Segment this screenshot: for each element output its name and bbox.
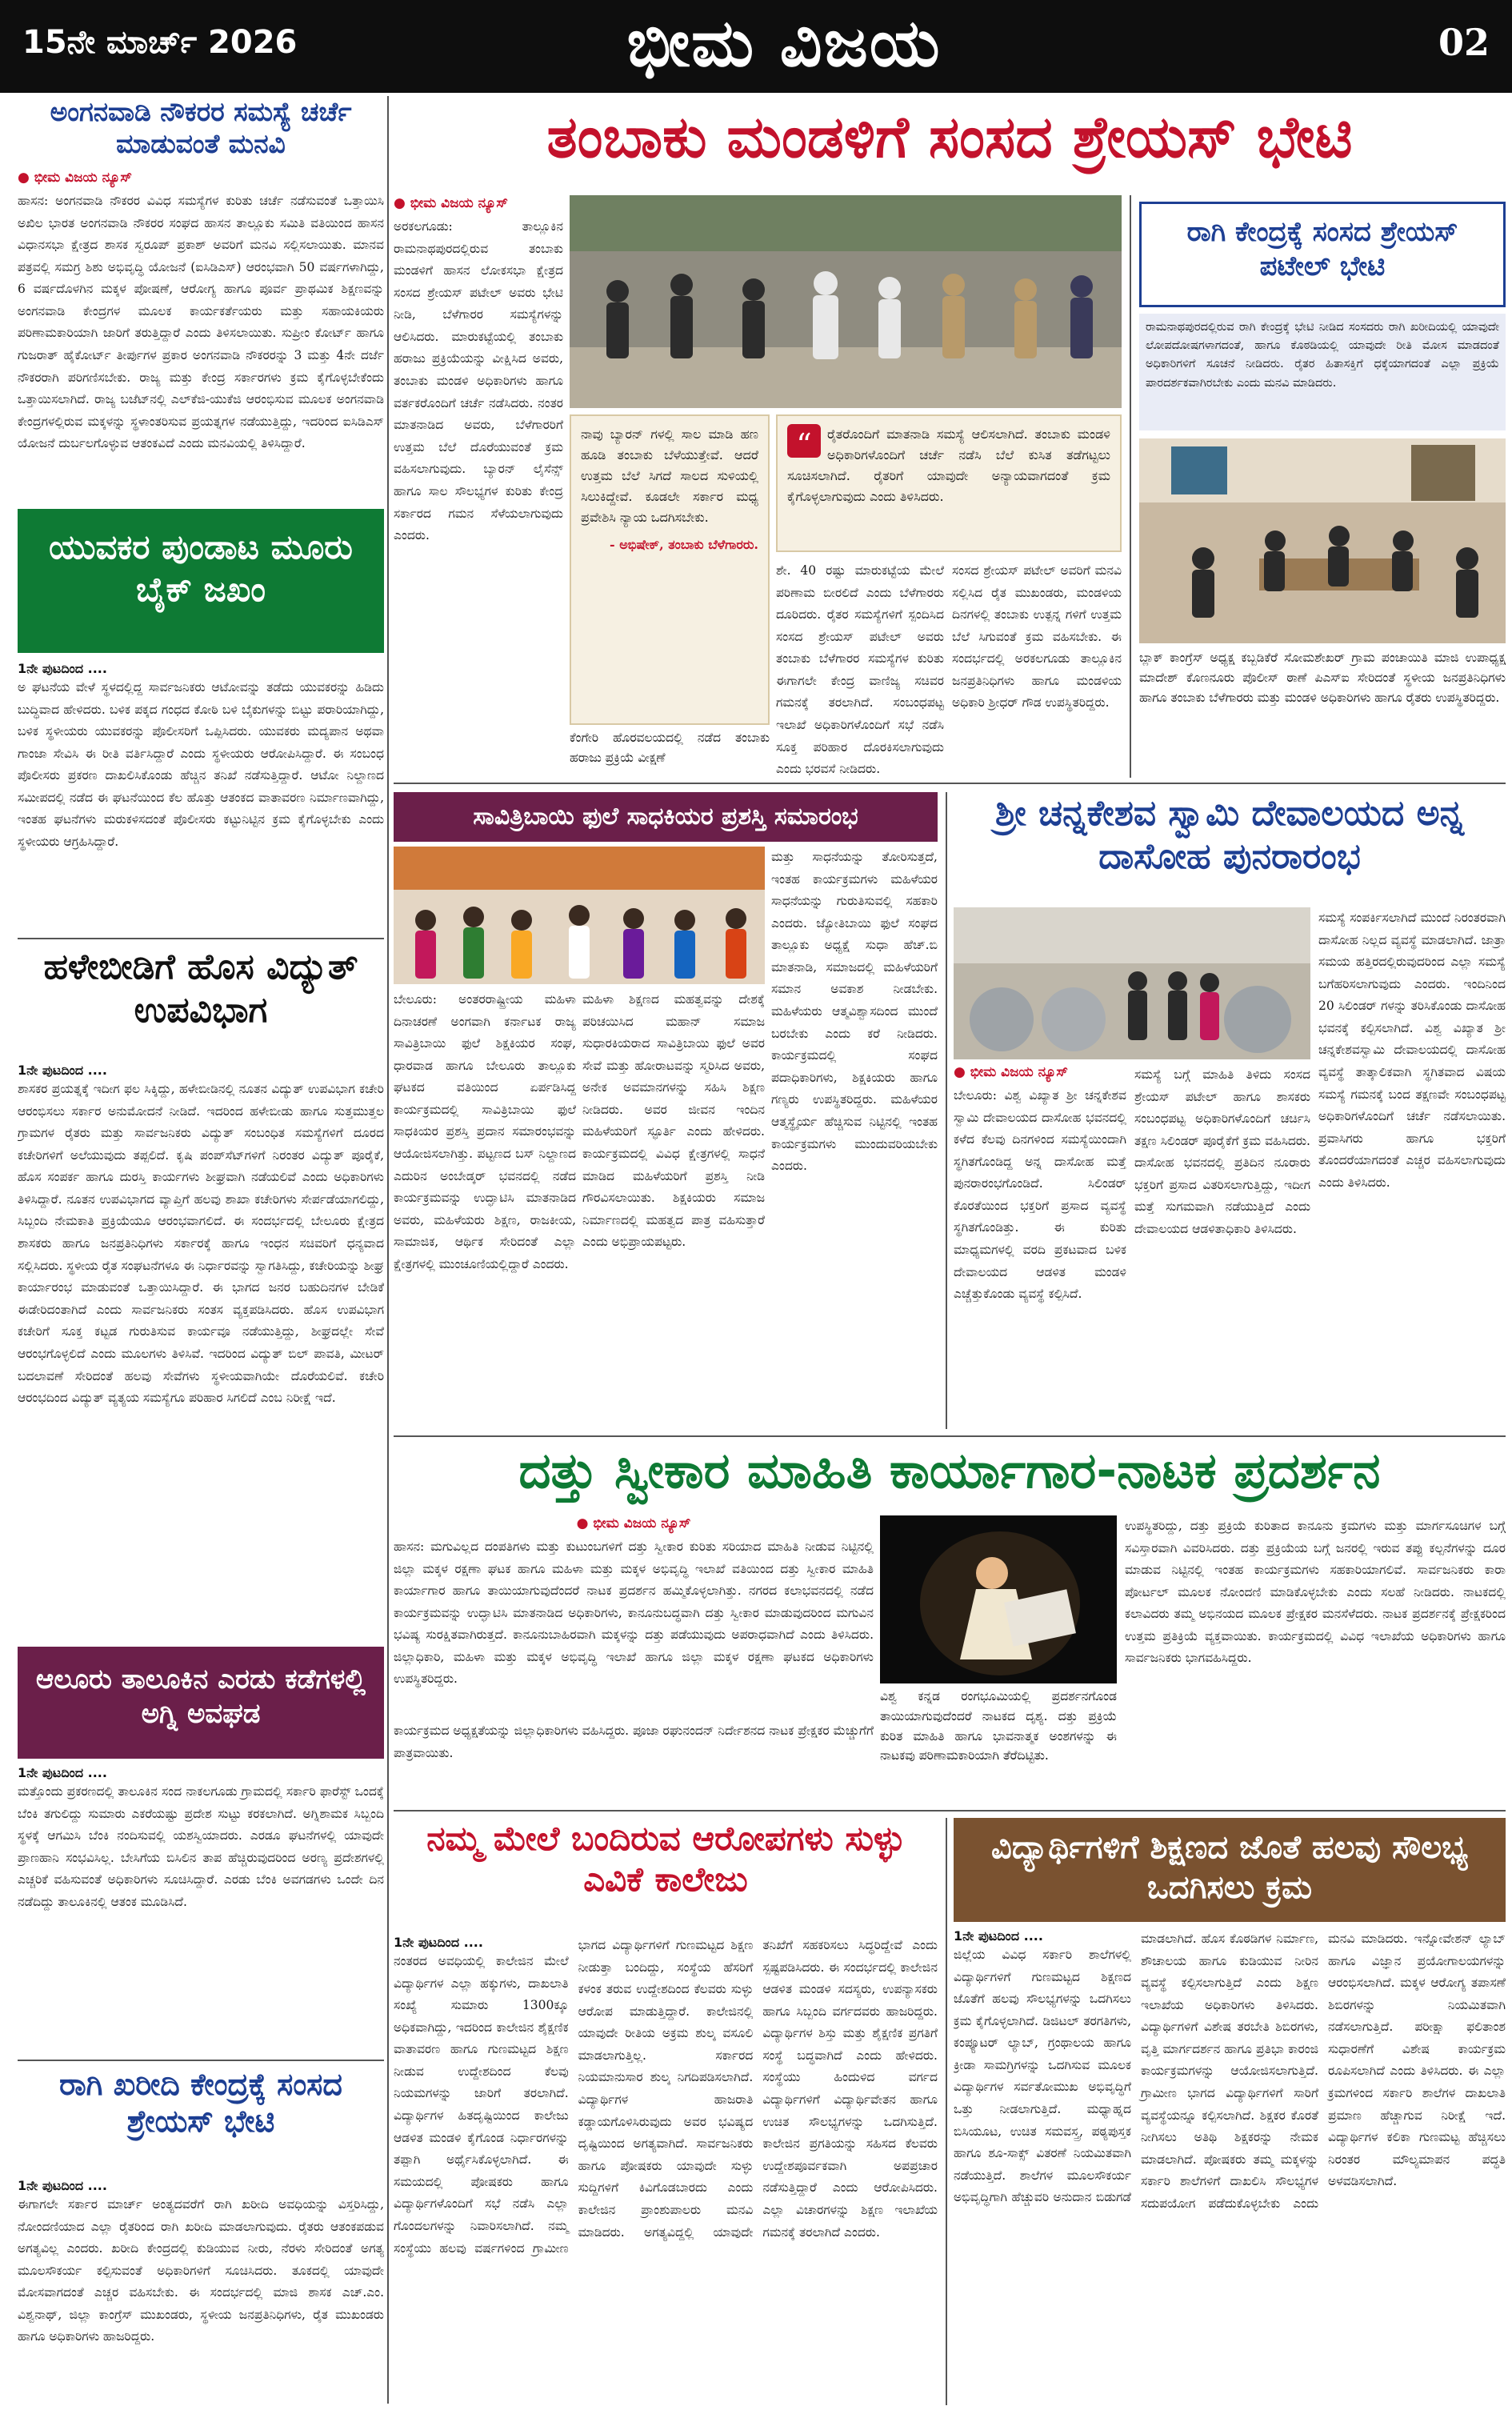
- college-story: 1ನೇ ಪುಟದಿಂದ .... ನಂತರದ ಅವಧಿಯಲ್ಲಿ ಕಾಲೇಜಿನ ಮೇಲೆ ವಿದ್ಯಾರ್ಥಿಗಳ ಎಲ್ಲಾ ಹಕ್ಕುಗಳು, ದಾಖಲಾತಿ ಸಂಖ್ಯೆ ಸುಮಾರು 1300ಕ್ಕೂ ಅಧಿಕವಾಗಿದ್ದು, ಇದರಿಂದ ಕಾಲೇಜಿನ ಶೈಕ್ಷಣಿಕ ವಾತಾವರಣ ಹಾಗೂ ಗುಣಮಟ್ಟದ ಶಿಕ್ಷಣ ನೀಡುವ ಉದ್ದೇಶದಿಂದ ಕೆಲವು ನಿಯಮಗಳನ್ನು ಜಾರಿಗೆ ತರಲಾಗಿದೆ. ವಿದ್ಯಾರ್ಥಿಗಳ ಹಿತದೃಷ್ಟಿಯಿಂದ ಕಾಲೇಜು ಆಡಳಿತ ಮಂಡಳಿ ಕೈಗೊಂಡ ನಿರ್ಧಾರಗಳನ್ನು ತಪ್ಪಾಗಿ ಅರ್ಥೈಸಿಕೊಳ್ಳಲಾಗಿದೆ. ಈ ಸಮಯದಲ್ಲಿ ಪೋಷಕರು ಹಾಗೂ ವಿದ್ಯಾರ್ಥಿಗಳೊಂದಿಗೆ ಸಭೆ ನಡೆಸಿ ಎಲ್ಲಾ ಗೊಂದಲಗಳನ್ನು ನಿವಾರಿಸಲಾಗಿದೆ. ನಮ್ಮ ಸಂಸ್ಥೆಯು ಹಲವು ವರ್ಷಗಳಿಂದ ಗ್ರಾಮೀಣ ಭಾಗದ ವಿದ್ಯಾರ್ಥಿಗಳಿಗೆ ಗುಣಮಟ್ಟದ ಶಿಕ್ಷಣ ನೀಡುತ್ತಾ ಬಂದಿದ್ದು, ಸಂಸ್ಥೆಯ ಹೆಸರಿಗೆ ಕಳಂಕ ತರುವ ಉದ್ದೇಶದಿಂದ ಕೆಲವರು ಸುಳ್ಳು ಆರೋಪ ಮಾಡುತ್ತಿದ್ದಾರೆ. ಕಾಲೇಜಿನಲ್ಲಿ ಯಾವುದೇ ರೀತಿಯ ಅಕ್ರಮ ಶುಲ್ಕ ವಸೂಲಿ ಮಾಡಲಾಗುತ್ತಿಲ್ಲ. ಸರ್ಕಾರದ ನಿಯಮಾನುಸಾರ ಶುಲ್ಕ ನಿಗದಿಪಡಿಸಲಾಗಿದೆ. ವಿದ್ಯಾರ್ಥಿಗಳ ಹಾಜರಾತಿ ಕಡ್ಡಾಯಗೊಳಿಸಿರುವುದು ಅವರ ಭವಿಷ್ಯದ ದೃಷ್ಟಿಯಿಂದ ಅಗತ್ಯವಾಗಿದೆ. ಸಾರ್ವಜನಿಕರು ಹಾಗೂ ಪೋಷಕರು ಯಾವುದೇ ಸುಳ್ಳು ಸುದ್ದಿಗಳಿಗೆ ಕಿವಿಗೊಡಬಾರದು ಎಂದು ಕಾಲೇಜಿನ ಪ್ರಾಂಶುಪಾಲರು ಮನವಿ ಮಾಡಿದರು. ಅಗತ್ಯವಿದ್ದಲ್ಲಿ ಯಾವುದೇ ತನಿಖೆಗೆ ಸಹಕರಿಸಲು ಸಿದ್ಧರಿದ್ದೇವೆ ಎಂದು ಸ್ಪಷ್ಟಪಡಿಸಿದರು. ಈ ಸಂದರ್ಭದಲ್ಲಿ ಕಾಲೇಜಿನ ಆಡಳಿತ ಮಂಡಳಿ ಸದಸ್ಯರು, ಉಪನ್ಯಾಸಕರು ಹಾಗೂ ಸಿಬ್ಬಂದಿ ವರ್ಗದವರು ಹಾಜರಿದ್ದರು. ವಿದ್ಯಾರ್ಥಿಗಳ ಶಿಸ್ತು ಮತ್ತು ಶೈಕ್ಷಣಿಕ ಪ್ರಗತಿಗೆ ಸಂಸ್ಥೆ ಬದ್ಧವಾಗಿದೆ ಎಂದು ಹೇಳಿದರು. ಸಂಸ್ಥೆಯು ಹಿಂದುಳಿದ ವರ್ಗದ ವಿದ್ಯಾರ್ಥಿಗಳಿಗೆ ವಿದ್ಯಾರ್ಥಿವೇತನ ಹಾಗೂ ಉಚಿತ ಸೌಲಭ್ಯಗಳನ್ನು ಒದಗಿಸುತ್ತಿದೆ. ಕಾಲೇಜಿನ ಪ್ರಗತಿಯನ್ನು ಸಹಿಸದ ಕೆಲವರು ಉದ್ದೇಶಪೂರ್ವಕವಾಗಿ ಅಪಪ್ರಚಾರ ನಡೆಸುತ್ತಿದ್ದಾರೆ ಎಂದು ಆರೋಪಿಸಿದರು. ಎಲ್ಲಾ ವಿಚಾರಗಳನ್ನು ಶಿಕ್ಷಣ ಇಲಾಖೆಯ ಗಮನಕ್ಕೆ ತರಲಾಗಿದೆ ಎಂದರು.: [394, 1935, 938, 2405]
- article-body: ಉಪಸ್ಥಿತರಿದ್ದು, ದತ್ತು ಪ್ರಕ್ರಿಯೆ ಕುರಿತಾದ ಕಾನೂನು ಕ್ರಮಗಳು ಮತ್ತು ಮಾರ್ಗಸೂಚಿಗಳ ಬಗ್ಗೆ ಸವಿಸ್ತಾರವಾಗಿ ವಿವರಿಸಿದರು. ದತ್ತು ಪ್ರಕ್ರಿಯೆಯ ಬಗ್ಗೆ ಜನರಲ್ಲಿ ಇರುವ ತಪ್ಪು ಕಲ್ಪನೆಗಳನ್ನು ದೂರ ಮಾಡುವ ನಿಟ್ಟಿನಲ್ಲಿ ಇಂತಹ ಕಾರ್ಯಕ್ರಮಗಳು ಸಹಕಾರಿಯಾಗಲಿವೆ. ಸಾರ್ವಜನಿಕರು ಕಾರಾ ಪೋರ್ಟಲ್ ಮೂಲಕ ನೋಂದಣಿ ಮಾಡಿಕೊಳ್ಳಬೇಕು ಎಂದು ಸಲಹೆ ನೀಡಿದರು. ನಾಟಕದಲ್ಲಿ ಕಲಾವಿದರು ತಮ್ಮ ಅಭಿನಯದ ಮೂಲಕ ಪ್ರೇಕ್ಷಕರ ಮನಸೆಳೆದರು. ನಾಟಕ ಪ್ರದರ್ಶನಕ್ಕೆ ಪ್ರೇಕ್ಷಕರಿಂದ ಉತ್ತಮ ಪ್ರತಿಕ್ರಿಯೆ ವ್ಯಕ್ತವಾಯಿತು. ಕಾರ್ಯಕ್ರಮದಲ್ಲಿ ವಿವಿಧ ಇಲಾಖೆಯ ಅಧಿಕಾರಿಗಳು ಹಾಗೂ ಸಾರ್ವಜನಿಕರು ಭಾಗವಹಿಸಿದ್ದರು.: [1125, 1519, 1506, 1666]
- article-body: ಶೇ. 40 ರಷ್ಟು ಮಾರುಕಟ್ಟೆಯ ಮೇಲೆ ಪರಿಣಾಮ ಬೀರಲಿದೆ ಎಂದು ಬೆಳೆಗಾರರು ದೂರಿದರು. ರೈತರ ಸಮಸ್ಯೆಗಳಿಗೆ ಸ್ಪಂದಿಸಿದ ಸಂಸದ ಶ್ರೇಯಸ್ ಪಟೇಲ್ ಅವರು ತಂಬಾಕು ಬೆಳೆಗಾರರ ಸಮಸ್ಯೆಗಳ ಕುರಿತು ಈಗಾಗಲೇ ಕೇಂದ್ರ ವಾಣಿಜ್ಯ ಸಚಿವರ ಗಮನಕ್ಕೆ ತರಲಾಗಿದೆ. ಸಂಬಂಧಪಟ್ಟ ಇಲಾಖೆ ಅಧಿಕಾರಿಗಳೊಂದಿಗೆ ಸಭೆ ನಡೆಸಿ ಸೂಕ್ತ ಪರಿಹಾರ ದೊರಕಿಸಲಾಗುವುದು ಎಂದು ಭರವಸೆ ನೀಡಿದರು.: [776, 563, 944, 777]
- anganwadi-story: [18, 170, 384, 506]
- article-body: ಅ ಘಟನೆಯ ವೇಳೆ ಸ್ಥಳದಲ್ಲಿದ್ದ ಸಾರ್ವಜನಿಕರು ಆಟೋವನ್ನು ತಡೆದು ಯುವಕರನ್ನು ಹಿಡಿದು ಬುದ್ಧಿವಾದ ಹೇಳಿದರು. ಬಳಿಕ ಪಕ್ಕದ ಗಂಧದ ಕೋಠಿ ಬಳಿ ಬೈಕುಗಳನ್ನು ಬಿಟ್ಟು ಪರಾರಿಯಾಗಿದ್ದು, ಬಳಿಕ ಸ್ಥಳೀಯರು ಯುವಕರನ್ನು ಪೊಲೀಸರಿಗೆ ಒಪ್ಪಿಸಿದರು. ಯುವಕರು ಮದ್ಯಪಾನ ಅಥವಾ ಗಾಂಜಾ ಸೇವಿಸಿ ಈ ರೀತಿ ವರ್ತಿಸಿದ್ದಾರೆ ಎಂದು ಸ್ಥಳೀಯರು ಆರೋಪಿಸಿದ್ದಾರೆ. ಈ ಸಂಬಂಧ ಪೊಲೀಸರು ಪ್ರಕರಣ ದಾಖಲಿಸಿಕೊಂಡು ಹೆಚ್ಚಿನ ತನಿಖೆ ನಡೆಸುತ್ತಿದ್ದಾರೆ. ಆಟೋ ನಿಲ್ದಾಣದ ಸಮೀಪದಲ್ಲಿ ನಡೆದ ಈ ಘಟನೆಯಿಂದ ಕೆಲ ಹೊತ್ತು ಆತಂಕದ ವಾತಾವರಣ ನಿರ್ಮಾಣವಾಗಿದ್ದು, ಇಂತಹ ಘಟನೆಗಳು ಮರುಕಳಿಸದಂತೆ ಪೊಲೀಸರು ಕಟ್ಟುನಿಟ್ಟಿನ ಕ್ರಮ ಕೈಗೊಳ್ಳಬೇಕು ಎಂದು ಸ್ಥಳೀಯರು ಆಗ್ರಹಿಸಿದ್ದಾರೆ.: [18, 680, 384, 850]
- college-headline: ನಮ್ಮ ಮೇಲೆ ಬಂದಿರುವ ಆರೋಪಗಳು ಸುಳ್ಳು ಎವಿಕೆ ಕಾಲೇಜು: [426, 1819, 905, 1900]
- savitribai-photo: [394, 847, 765, 984]
- dattu-headline: ದತ್ತು ಸ್ವೀಕಾರ ಮಾಹಿತಿ ಕಾರ್ಯಾಗಾರ-ನಾಟಕ ಪ್ರದರ್ಶನ: [518, 1441, 1381, 1499]
- article-body: ರಾಮನಾಥಪುರದಲ್ಲಿರುವ ರಾಗಿ ಕೇಂದ್ರಕ್ಕೆ ಭೇಟಿ ನೀಡಿದ ಸಂಸದರು ರಾಗಿ ಖರೀದಿಯಲ್ಲಿ ಯಾವುದೇ ಲೋಪದೋಷಗಳಾಗದಂತೆ, ಹಾಗೂ ಕೊಠಡಿಯಲ್ಲಿ ಯಾವುದೇ ರೀತಿ ಮೋಸ ಮಾಡದಂತೆ ಅಧಿಕಾರಿಗಳಿಗೆ ಸೂಚನೆ ನೀಡಿದರು. ರೈತರ ಹಿತಾಸಕ್ತಿಗೆ ಧಕ್ಕೆಯಾಗದಂತೆ ಎಲ್ಲಾ ಪ್ರಕ್ರಿಯೆ ಪಾರದರ್ಶಕವಾಗಿರಬೇಕು ಎಂದು ಮನವಿ ಮಾಡಿದರು.: [1146, 321, 1499, 390]
- ragi-right-caption: ಬ್ಲಾಕ್ ಕಾಂಗ್ರೆಸ್ ಅಧ್ಯಕ್ಷ ಕಬ್ಬಡಿಕೆರೆ ಸೋಮಶೇಖರ್ ಗ್ರಾಮ ಪಂಚಾಯಿತಿ ಮಾಜಿ ಉಪಾಧ್ಯಕ್ಷ ಮಾದೇಶ್ ಕೊಣನೂರು ಪೊಲೀಸ್ ಠಾಣೆ ಪಿಎಸ್‌ಐ ಸೇರಿದಂತೆ ಸ್ಥಳೀಯ ಜನಪ್ರತಿನಿಧಿಗಳು ಹಾಗೂ ತಂಬಾಕು ಬೆಳೆಗಾರರು ಮತ್ತು ಮಂಡಳಿ ಅಧಿಕಾರಿಗಳು ಹಾಗೂ ರೈತರು ಉಪಸ್ಥಿತರಿದ್ದರು.: [1139, 651, 1506, 705]
- article-body: ಮಹಿಳಾ ಶಿಕ್ಷಣದ ಮಹತ್ವವನ್ನು ದೇಶಕ್ಕೆ ಪರಿಚಯಿಸಿದ ಮಹಾನ್ ಸಮಾಜ ಸುಧಾರಕಿಯರಾದ ಸಾವಿತ್ರಿಬಾಯಿ ಫುಲೆ ಅವರ ಸೇವೆ ಮತ್ತು ಹೋರಾಟವನ್ನು ಸ್ಮರಿಸಿದ ಅವರು, ಅನೇಕ ಅವಮಾನಗಳನ್ನು ಸಹಿಸಿ ಶಿಕ್ಷಣ ನೀಡಿದರು. ಅವರ ಜೀವನ ಇಂದಿನ ಮಹಿಳೆಯರಿಗೆ ಸ್ಫೂರ್ತಿ ಎಂದು ಹೇಳಿದರು. ಕಾರ್ಯಕ್ರಮದಲ್ಲಿ ವಿವಿಧ ಕ್ಷೇತ್ರಗಳಲ್ಲಿ ಸಾಧನೆ ಮಾಡಿದ ಮಹಿಳೆಯರಿಗೆ ಪ್ರಶಸ್ತಿ ನೀಡಿ ಗೌರವಿಸಲಾಯಿತು. ಶಿಕ್ಷಕಿಯರು ಸಮಾಜ ನಿರ್ಮಾಣದಲ್ಲಿ ಮಹತ್ವದ ಪಾತ್ರ ವಹಿಸುತ್ತಾರೆ ಎಂದು ಅಭಿಪ್ರಾಯಪಟ್ಟರು.: [582, 992, 765, 1250]
- vidyarthi-story: 1ನೇ ಪುಟದಿಂದ .... ಜಿಲ್ಲೆಯ ವಿವಿಧ ಸರ್ಕಾರಿ ಶಾಲೆಗಳಲ್ಲಿ ವಿದ್ಯಾರ್ಥಿಗಳಿಗೆ ಗುಣಮಟ್ಟದ ಶಿಕ್ಷಣದ ಜೊತೆಗೆ ಹಲವು ಸೌಲಭ್ಯಗಳನ್ನು ಒದಗಿಸಲು ಕ್ರಮ ಕೈಗೊಳ್ಳಲಾಗಿದೆ. ಡಿಜಿಟಲ್ ತರಗತಿಗಳು, ಕಂಪ್ಯೂಟರ್ ಲ್ಯಾಬ್, ಗ್ರಂಥಾಲಯ ಹಾಗೂ ಕ್ರೀಡಾ ಸಾಮಗ್ರಿಗಳನ್ನು ಒದಗಿಸುವ ಮೂಲಕ ವಿದ್ಯಾರ್ಥಿಗಳ ಸರ್ವತೋಮುಖ ಅಭಿವೃದ್ಧಿಗೆ ಒತ್ತು ನೀಡಲಾಗುತ್ತಿದೆ. ಮಧ್ಯಾಹ್ನದ ಬಿಸಿಯೂಟ, ಉಚಿತ ಸಮವಸ್ತ್ರ, ಪಠ್ಯಪುಸ್ತಕ ಹಾಗೂ ಶೂ-ಸಾಕ್ಸ್ ವಿತರಣೆ ನಿಯಮಿತವಾಗಿ ನಡೆಯುತ್ತಿದೆ. ಶಾಲೆಗಳ ಮೂಲಸೌಕರ್ಯ ಅಭಿವೃದ್ಧಿಗಾಗಿ ಹೆಚ್ಚುವರಿ ಅನುದಾನ ಬಿಡುಗಡೆ ಮಾಡಲಾಗಿದೆ. ಹೊಸ ಕೊಠಡಿಗಳ ನಿರ್ಮಾಣ, ಶೌಚಾಲಯ ಹಾಗೂ ಕುಡಿಯುವ ನೀರಿನ ವ್ಯವಸ್ಥೆ ಕಲ್ಪಿಸಲಾಗುತ್ತಿದೆ ಎಂದು ಶಿಕ್ಷಣ ಇಲಾಖೆಯ ಅಧಿಕಾರಿಗಳು ತಿಳಿಸಿದರು. ವಿದ್ಯಾರ್ಥಿಗಳಿಗೆ ವಿಶೇಷ ತರಬೇತಿ ಶಿಬಿರಗಳು, ವೃತ್ತಿ ಮಾರ್ಗದರ್ಶನ ಹಾಗೂ ಪ್ರತಿಭಾ ಕಾರಂಜಿ ಕಾರ್ಯಕ್ರಮಗಳನ್ನು ಆಯೋಜಿಸಲಾಗುತ್ತಿದೆ. ಗ್ರಾಮೀಣ ಭಾಗದ ವಿದ್ಯಾರ್ಥಿಗಳಿಗೆ ಸಾರಿಗೆ ವ್ಯವಸ್ಥೆಯನ್ನೂ ಕಲ್ಪಿಸಲಾಗಿದೆ. ಶಿಕ್ಷಕರ ಕೊರತೆ ನೀಗಿಸಲು ಅತಿಥಿ ಶಿಕ್ಷಕರನ್ನು ನೇಮಕ ಮಾಡಲಾಗಿದೆ. ಪೋಷಕರು ತಮ್ಮ ಮಕ್ಕಳನ್ನು ಸರ್ಕಾರಿ ಶಾಲೆಗಳಿಗೆ ದಾಖಲಿಸಿ ಸೌಲಭ್ಯಗಳ ಸದುಪಯೋಗ ಪಡೆದುಕೊಳ್ಳಬೇಕು ಎಂದು ಮನವಿ ಮಾಡಿದರು. ಇನ್ನೋವೇಶನ್ ಲ್ಯಾಬ್ ಹಾಗೂ ವಿಜ್ಞಾನ ಪ್ರಯೋಗಾಲಯಗಳನ್ನು ಆರಂಭಿಸಲಾಗಿದೆ. ಮಕ್ಕಳ ಆರೋಗ್ಯ ತಪಾಸಣೆ ಶಿಬಿರಗಳನ್ನು ನಿಯಮಿತವಾಗಿ ನಡೆಸಲಾಗುತ್ತಿದೆ. ಪರೀಕ್ಷಾ ಫಲಿತಾಂಶ ಸುಧಾರಣೆಗೆ ವಿಶೇಷ ಕಾರ್ಯಕ್ರಮ ರೂಪಿಸಲಾಗಿದೆ ಎಂದು ತಿಳಿಸಿದರು. ಈ ಎಲ್ಲಾ ಕ್ರಮಗಳಿಂದ ಸರ್ಕಾರಿ ಶಾಲೆಗಳ ದಾಖಲಾತಿ ಪ್ರಮಾಣ ಹೆಚ್ಚಾಗುವ ನಿರೀಕ್ಷೆ ಇದೆ. ವಿದ್ಯಾರ್ಥಿಗಳ ಕಲಿಕಾ ಗುಣಮಟ್ಟ ಹೆಚ್ಚಿಸಲು ನಿರಂತರ ಮೌಲ್ಯಮಾಪನ ಪದ್ಧತಿ ಅಳವಡಿಸಲಾಗಿದೆ.: [954, 1928, 1506, 2405]
- halebidu-story: 1ನೇ ಪುಟದಿಂದ .... ಶಾಸಕರ ಪ್ರಯತ್ನಕ್ಕೆ ಇದೀಗ ಫಲ ಸಿಕ್ಕಿದ್ದು, ಹಳೇಬೀಡಿನಲ್ಲಿ ನೂತನ ವಿದ್ಯುತ್ ಉಪವಿಭಾಗ ಕಚೇರಿ ಆರಂಭಿಸಲು ಸರ್ಕಾರ ಅನುಮೋದನೆ ನೀಡಿದೆ. ಇದರಿಂದ ಹಳೇಬೀಡು ಹಾಗೂ ಸುತ್ತಮುತ್ತಲ ಗ್ರಾಮಗಳ ರೈತರು ಮತ್ತು ಸಾರ್ವಜನಿಕರು ವಿದ್ಯುತ್ ಸಂಬಂಧಿತ ಸಮಸ್ಯೆಗಳಿಗೆ ದೂರದ ಕಚೇರಿಗಳಿಗೆ ಅಲೆಯುವುದು ತಪ್ಪಲಿದೆ. ಕೃಷಿ ಪಂಪ್‌ಸೆಟ್‌ಗಳಿಗೆ ನಿರಂತರ ವಿದ್ಯುತ್ ಪೂರೈಕೆ, ಹೊಸ ಸಂಪರ್ಕ ಹಾಗೂ ದುರಸ್ತಿ ಕಾರ್ಯಗಳು ಶೀಘ್ರವಾಗಿ ನಡೆಯಲಿವೆ ಎಂದು ಅಧಿಕಾರಿಗಳು ತಿಳಿಸಿದ್ದಾರೆ. ನೂತನ ಉಪವಿಭಾಗದ ವ್ಯಾಪ್ತಿಗೆ ಹಲವು ಶಾಖಾ ಕಚೇರಿಗಳು ಸೇರ್ಪಡೆಯಾಗಲಿದ್ದು, ಸಿಬ್ಬಂದಿ ನೇಮಕಾತಿ ಪ್ರಕ್ರಿಯೆಯೂ ಆರಂಭವಾಗಲಿದೆ. ಈ ಸಂದರ್ಭದಲ್ಲಿ ಬೇಲೂರು ಕ್ಷೇತ್ರದ ಶಾಸಕರು ಹಾಗೂ ಜನಪ್ರತಿನಿಧಿಗಳು ಸರ್ಕಾರಕ್ಕೆ ಹಾಗೂ ಇಂಧನ ಸಚಿವರಿಗೆ ಧನ್ಯವಾದ ಸಲ್ಲಿಸಿದರು. ಸ್ಥಳೀಯ ರೈತ ಸಂಘಟನೆಗಳೂ ಈ ನಿರ್ಧಾರವನ್ನು ಸ್ವಾಗತಿಸಿದ್ದು, ಕಚೇರಿಯನ್ನು ಶೀಘ್ರ ಕಾರ್ಯಾರಂಭ ಮಾಡುವಂತೆ ಒತ್ತಾಯಿಸಿದ್ದಾರೆ. ಈ ಭಾಗದ ಜನರ ಬಹುದಿನಗಳ ಬೇಡಿಕೆ ಈಡೇರಿದಂತಾಗಿದೆ ಎಂದು ಸಾರ್ವಜನಿಕರು ಸಂತಸ ವ್ಯಕ್ತಪಡಿಸಿದರು. ಹೊಸ ಉಪವಿಭಾಗ ಕಚೇರಿಗೆ ಸೂಕ್ತ ಕಟ್ಟಡ ಗುರುತಿಸುವ ಕಾರ್ಯವೂ ನಡೆಯುತ್ತಿದ್ದು, ಶೀಘ್ರದಲ್ಲೇ ಸೇವೆ ಆರಂಭಗೊಳ್ಳಲಿದೆ ಎಂದು ಮೂಲಗಳು ತಿಳಿಸಿವೆ. ಇದರಿಂದ ವಿದ್ಯುತ್ ಬಿಲ್ ಪಾವತಿ, ಮೀಟರ್ ಬದಲಾವಣೆ ಸೇರಿದಂತೆ ಹಲವು ಸೇವೆಗಳು ಸ್ಥಳೀಯವಾಗಿಯೇ ದೊರೆಯಲಿವೆ. ಕಚೇರಿ ಆರಂಭದಿಂದ ವಿದ್ಯುತ್ ವ್ಯತ್ಯಯ ಸಮಸ್ಯೆಗೂ ಪರಿಹಾರ ಸಿಗಲಿದೆ ಎಂಬ ನಿರೀಕ್ಷೆ ಇದೆ.: [18, 1063, 384, 1639]
- ragi-meeting-photo: [1139, 438, 1506, 643]
- dattu-story-3: [1125, 1515, 1506, 1803]
- halebidu-headline: ಹಳೇಬೀಡಿಗೆ ಹೊಸ ವಿದ್ಯುತ್ ಉಪವಿಭಾಗ: [43, 947, 358, 1031]
- chennakeshava-col1: ● ಭೀಮ ವಿಜಯ ನ್ಯೂಸ್ ಬೇಲೂರು: ವಿಶ್ವ ವಿಖ್ಯಾತ ಶ್ರೀ ಚನ್ನಕೇಶವ ಸ್ವಾಮಿ ದೇವಾಲಯದ ದಾಸೋಹ ಭವನದಲ್ಲಿ ಕಳೆದ ಕೆಲವು ದಿನಗಳಿಂದ ಸಮಸ್ಯೆಯಿಂದಾಗಿ ಸ್ಥಗಿತಗೊಂಡಿದ್ದ ಅನ್ನ ದಾಸೋಹ ಮತ್ತೆ ಪುನರಾರಂಭಗೊಂಡಿದೆ. ಸಿಲಿಂಡರ್ ಕೊರತೆಯಿಂದ ಭಕ್ತರಿಗೆ ಪ್ರಸಾದ ವ್ಯವಸ್ಥೆ ಸ್ಥಗಿತಗೊಂಡಿತ್ತು. ಈ ಕುರಿತು ಮಾಧ್ಯಮಗಳಲ್ಲಿ ವರದಿ ಪ್ರಕಟವಾದ ಬಳಿಕ ದೇವಾಲಯದ ಆಡಳಿತ ಮಂಡಳಿ ಎಚ್ಚೆತ್ತುಕೊಂಡು ವ್ಯವಸ್ಥೆ ಕಲ್ಪಿಸಿದೆ.: [954, 1064, 1126, 1429]
- issue-date: 15ನೇ ಮಾರ್ಚ್ 2026: [22, 24, 298, 61]
- article-body: ನಂತರದ ಅವಧಿಯಲ್ಲಿ ಕಾಲೇಜಿನ ಮೇಲೆ ವಿದ್ಯಾರ್ಥಿಗಳ ಎಲ್ಲಾ ಹಕ್ಕುಗಳು, ದಾಖಲಾತಿ ಸಂಖ್ಯೆ ಸುಮಾರು 1300ಕ್ಕೂ ಅಧಿಕವಾಗಿದ್ದು, ಇದರಿಂದ ಕಾಲೇಜಿನ ಶೈಕ್ಷಣಿಕ ವಾತಾವರಣ ಹಾಗೂ ಗುಣಮಟ್ಟದ ಶಿಕ್ಷಣ ನೀಡುವ ಉದ್ದೇಶದಿಂದ ಕೆಲವು ನಿಯಮಗಳನ್ನು ಜಾರಿಗೆ ತರಲಾಗಿದೆ. ವಿದ್ಯಾರ್ಥಿಗಳ ಹಿತದೃಷ್ಟಿಯಿಂದ ಕಾಲೇಜು ಆಡಳಿತ ಮಂಡಳಿ ಕೈಗೊಂಡ ನಿರ್ಧಾರಗಳನ್ನು ತಪ್ಪಾಗಿ ಅರ್ಥೈಸಿಕೊಳ್ಳಲಾಗಿದೆ. ಈ ಸಮಯದಲ್ಲಿ ಪೋಷಕರು ಹಾಗೂ ವಿದ್ಯಾರ್ಥಿಗಳೊಂದಿಗೆ ಸಭೆ ನಡೆಸಿ ಎಲ್ಲಾ ಗೊಂದಲಗಳನ್ನು ನಿವಾರಿಸಲಾಗಿದೆ. ನಮ್ಮ ಸಂಸ್ಥೆಯು ಹಲವು ವರ್ಷಗಳಿಂದ ಗ್ರಾಮೀಣ ಭಾಗದ ವಿದ್ಯಾರ್ಥಿಗಳಿಗೆ ಗುಣಮಟ್ಟದ ಶಿಕ್ಷಣ ನೀಡುತ್ತಾ ಬಂದಿದ್ದು, ಸಂಸ್ಥೆಯ ಹೆಸರಿಗೆ ಕಳಂಕ ತರುವ ಉದ್ದೇಶದಿಂದ ಕೆಲವರು ಸುಳ್ಳು ಆರೋಪ ಮಾಡುತ್ತಿದ್ದಾರೆ. ಕಾಲೇಜಿನಲ್ಲಿ ಯಾವುದೇ ರೀತಿಯ ಅಕ್ರಮ ಶುಲ್ಕ ವಸೂಲಿ ಮಾಡಲಾಗುತ್ತಿಲ್ಲ. ಸರ್ಕಾರದ ನಿಯಮಾನುಸಾರ ಶುಲ್ಕ ನಿಗದಿಪಡಿಸಲಾಗಿದೆ. ವಿದ್ಯಾರ್ಥಿಗಳ ಹಾಜರಾತಿ ಕಡ್ಡಾಯಗೊಳಿಸಿರುವುದು ಅವರ ಭವಿಷ್ಯದ ದೃಷ್ಟಿಯಿಂದ ಅಗತ್ಯವಾಗಿದೆ. ಸಾರ್ವಜನಿಕರು ಹಾಗೂ ಪೋಷಕರು ಯಾವುದೇ ಸುಳ್ಳು ಸುದ್ದಿಗಳಿಗೆ ಕಿವಿಗೊಡಬಾರದು ಎಂದು ಕಾಲೇಜಿನ ಪ್ರಾಂಶುಪಾಲರು ಮನವಿ ಮಾಡಿದರು. ಅಗತ್ಯವಿದ್ದಲ್ಲಿ ಯಾವುದೇ ತನಿಖೆಗೆ ಸಹಕರಿಸಲು ಸಿದ್ಧರಿದ್ದೇವೆ ಎಂದು ಸ್ಪಷ್ಟಪಡಿಸಿದರು. ಈ ಸಂದರ್ಭದಲ್ಲಿ ಕಾಲೇಜಿನ ಆಡಳಿತ ಮಂಡಳಿ ಸದಸ್ಯರು, ಉಪನ್ಯಾಸಕರು ಹಾಗೂ ಸಿಬ್ಬಂದಿ ವರ್ಗದವರು ಹಾಜರಿದ್ದರು. ವಿದ್ಯಾರ್ಥಿಗಳ ಶಿಸ್ತು ಮತ್ತು ಶೈಕ್ಷಣಿಕ ಪ್ರಗತಿಗೆ ಸಂಸ್ಥೆ ಬದ್ಧವಾಗಿದೆ ಎಂದು ಹೇಳಿದರು. ಸಂಸ್ಥೆಯು ಹಿಂದುಳಿದ ವರ್ಗದ ವಿದ್ಯಾರ್ಥಿಗಳಿಗೆ ವಿದ್ಯಾರ್ಥಿವೇತನ ಹಾಗೂ ಉಚಿತ ಸೌಲಭ್ಯಗಳನ್ನು ಒದಗಿಸುತ್ತಿದೆ. ಕಾಲೇಜಿನ ಪ್ರಗತಿಯನ್ನು ಸಹಿಸದ ಕೆಲವರು ಉದ್ದೇಶಪೂರ್ವಕವಾಗಿ ಅಪಪ್ರಚಾರ ನಡೆಸುತ್ತಿದ್ದಾರೆ ಎಂದು ಆರೋಪಿಸಿದರು. ಎಲ್ಲಾ ವಿಚಾರಗಳನ್ನು ಶಿಕ್ಷಣ ಇಲಾಖೆಯ ಗಮನಕ್ಕೆ ತರಲಾಗಿದೆ ಎಂದರು.: [394, 1938, 938, 2256]
- savitribai-col1: [394, 989, 576, 1429]
- byline: ● ಭೀಮ ವಿಜಯ ನ್ಯೂಸ್: [18, 170, 132, 186]
- article-body: ಸಮಸ್ಯೆ ಬಗ್ಗೆ ಮಾಹಿತಿ ತಿಳಿದು ಸಂಸದ ಶ್ರೇಯಸ್ ಪಟೇಲ್ ಹಾಗೂ ಶಾಸಕರು ಸಂಬಂಧಪಟ್ಟ ಅಧಿಕಾರಿಗಳೊಂದಿಗೆ ಚರ್ಚಿಸಿ ತಕ್ಷಣ ಸಿಲಿಂಡರ್ ಪೂರೈಕೆಗೆ ಕ್ರಮ ವಹಿಸಿದರು. ದಾಸೋಹ ಭವನದಲ್ಲಿ ಪ್ರತಿದಿನ ನೂರಾರು ಭಕ್ತರಿಗೆ ಪ್ರಸಾದ ವಿತರಿಸಲಾಗುತ್ತಿದ್ದು, ಇದೀಗ ಮತ್ತೆ ಸುಗಮವಾಗಿ ನಡೆಯುತ್ತಿದೆ ಎಂದು ದೇವಾಲಯದ ಆಡಳಿತಾಧಿಕಾರಿ ತಿಳಿಸಿದರು.: [1134, 1067, 1310, 1237]
- article-body: ಮತ್ತೊಂದು ಪ್ರಕರಣದಲ್ಲಿ ತಾಲೂಕಿನ ಸಂದ ನಾಕಲಗೂಡು ಗ್ರಾಮದಲ್ಲಿ ಸರ್ಕಾರಿ ಫಾರೆಸ್ಟ್ ಒಂದಕ್ಕೆ ಬೆಂಕಿ ತಗುಲಿದ್ದು ಸುಮಾರು ಎಕರೆಯಷ್ಟು ಪ್ರದೇಶ ಸುಟ್ಟು ಕರಕಲಾಗಿದೆ. ಅಗ್ನಿಶಾಮಕ ಸಿಬ್ಬಂದಿ ಸ್ಥಳಕ್ಕೆ ಆಗಮಿಸಿ ಬೆಂಕಿ ನಂದಿಸುವಲ್ಲಿ ಯಶಸ್ವಿಯಾದರು. ಎರಡೂ ಘಟನೆಗಳಲ್ಲಿ ಯಾವುದೇ ಪ್ರಾಣಹಾನಿ ಸಂಭವಿಸಿಲ್ಲ. ಬೇಸಿಗೆಯ ಬಿಸಿಲಿನ ತಾಪ ಹೆಚ್ಚಿರುವುದರಿಂದ ಅರಣ್ಯ ಪ್ರದೇಶಗಳಲ್ಲಿ ಎಚ್ಚರಿಕೆ ವಹಿಸುವಂತೆ ಅಧಿಕಾರಿಗಳು ಸೂಚಿಸಿದ್ದಾರೆ. ಎರಡು ಬೆಂಕಿ ಅವಗಡಗಳು ಒಂದೇ ದಿನ ನಡೆದಿದ್ದು ತಾಲೂಕಿನಲ್ಲಿ ಆತಂಕ ಮೂಡಿಸಿದೆ.: [18, 1784, 384, 1909]
- tambaku-caption: ಕೆಂಗೇರಿ ಹೊರವಲಯದಲ್ಲಿ ನಡೆದ ತಂಬಾಕು ಹರಾಜು ಪ್ರಕ್ರಿಯೆ ವೀಕ್ಷಣೆ: [570, 731, 770, 765]
- savitribai-col2: [582, 989, 765, 1429]
- ragi-left-headline: ರಾಗಿ ಖರೀದಿ ಕೇಂದ್ರಕ್ಕೆ ಸಂಸದ ಶ್ರೇಯಸ್ ಭೇಟಿ: [59, 2067, 342, 2140]
- article-body: ಜಿಲ್ಲೆಯ ವಿವಿಧ ಸರ್ಕಾರಿ ಶಾಲೆಗಳಲ್ಲಿ ವಿದ್ಯಾರ್ಥಿಗಳಿಗೆ ಗುಣಮಟ್ಟದ ಶಿಕ್ಷಣದ ಜೊತೆಗೆ ಹಲವು ಸೌಲಭ್ಯಗಳನ್ನು ಒದಗಿಸಲು ಕ್ರಮ ಕೈಗೊಳ್ಳಲಾಗಿದೆ. ಡಿಜಿಟಲ್ ತರಗತಿಗಳು, ಕಂಪ್ಯೂಟರ್ ಲ್ಯಾಬ್, ಗ್ರಂಥಾಲಯ ಹಾಗೂ ಕ್ರೀಡಾ ಸಾಮಗ್ರಿಗಳನ್ನು ಒದಗಿಸುವ ಮೂಲಕ ವಿದ್ಯಾರ್ಥಿಗಳ ಸರ್ವತೋಮುಖ ಅಭಿವೃದ್ಧಿಗೆ ಒತ್ತು ನೀಡಲಾಗುತ್ತಿದೆ. ಮಧ್ಯಾಹ್ನದ ಬಿಸಿಯೂಟ, ಉಚಿತ ಸಮವಸ್ತ್ರ, ಪಠ್ಯಪುಸ್ತಕ ಹಾಗೂ ಶೂ-ಸಾಕ್ಸ್ ವಿತರಣೆ ನಿಯಮಿತವಾಗಿ ನಡೆಯುತ್ತಿದೆ. ಶಾಲೆಗಳ ಮೂಲಸೌಕರ್ಯ ಅಭಿವೃದ್ಧಿಗಾಗಿ ಹೆಚ್ಚುವರಿ ಅನುದಾನ ಬಿಡುಗಡೆ ಮಾಡಲಾಗಿದೆ. ಹೊಸ ಕೊಠಡಿಗಳ ನಿರ್ಮಾಣ, ಶೌಚಾಲಯ ಹಾಗೂ ಕುಡಿಯುವ ನೀರಿನ ವ್ಯವಸ್ಥೆ ಕಲ್ಪಿಸಲಾಗುತ್ತಿದೆ ಎಂದು ಶಿಕ್ಷಣ ಇಲಾಖೆಯ ಅಧಿಕಾರಿಗಳು ತಿಳಿಸಿದರು. ವಿದ್ಯಾರ್ಥಿಗಳಿಗೆ ವಿಶೇಷ ತರಬೇತಿ ಶಿಬಿರಗಳು, ವೃತ್ತಿ ಮಾರ್ಗದರ್ಶನ ಹಾಗೂ ಪ್ರತಿಭಾ ಕಾರಂಜಿ ಕಾರ್ಯಕ್ರಮಗಳನ್ನು ಆಯೋಜಿಸಲಾಗುತ್ತಿದೆ. ಗ್ರಾಮೀಣ ಭಾಗದ ವಿದ್ಯಾರ್ಥಿಗಳಿಗೆ ಸಾರಿಗೆ ವ್ಯವಸ್ಥೆಯನ್ನೂ ಕಲ್ಪಿಸಲಾಗಿದೆ. ಶಿಕ್ಷಕರ ಕೊರತೆ ನೀಗಿಸಲು ಅತಿಥಿ ಶಿಕ್ಷಕರನ್ನು ನೇಮಕ ಮಾಡಲಾಗಿದೆ. ಪೋಷಕರು ತಮ್ಮ ಮಕ್ಕಳನ್ನು ಸರ್ಕಾರಿ ಶಾಲೆಗಳಿಗೆ ದಾಖಲಿಸಿ ಸೌಲಭ್ಯಗಳ ಸದುಪಯೋಗ ಪಡೆದುಕೊಳ್ಳಬೇಕು ಎಂದು ಮನವಿ ಮಾಡಿದರು. ಇನ್ನೋವೇಶನ್ ಲ್ಯಾಬ್ ಹಾಗೂ ವಿಜ್ಞಾನ ಪ್ರಯೋಗಾಲಯಗಳನ್ನು ಆರಂಭಿಸಲಾಗಿದೆ. ಮಕ್ಕಳ ಆರೋಗ್ಯ ತಪಾಸಣೆ ಶಿಬಿರಗಳನ್ನು ನಿಯಮಿತವಾಗಿ ನಡೆಸಲಾಗುತ್ತಿದೆ. ಪರೀಕ್ಷಾ ಫಲಿತಾಂಶ ಸುಧಾರಣೆಗೆ ವಿಶೇಷ ಕಾರ್ಯಕ್ರಮ ರೂಪಿಸಲಾಗಿದೆ ಎಂದು ತಿಳಿಸಿದರು. ಈ ಎಲ್ಲಾ ಕ್ರಮಗಳಿಂದ ಸರ್ಕಾರಿ ಶಾಲೆಗಳ ದಾಖಲಾತಿ ಪ್ರಮಾಣ ಹೆಚ್ಚಾಗುವ ನಿರೀಕ್ಷೆ ಇದೆ. ವಿದ್ಯಾರ್ಥಿಗಳ ಕಲಿಕಾ ಗುಣಮಟ್ಟ ಹೆಚ್ಚಿಸಲು ನಿರಂತರ ಮೌಲ್ಯಮಾಪನ ಪದ್ಧತಿ ಅಳವಡಿಸಲಾಗಿದೆ.: [954, 1932, 1506, 2211]
- tambaku-headline: ತಂಬಾಕು ಮಂಡಳಿಗೆ ಸಂಸದ ಶ್ರೇಯಸ್ ಭೇಟಿ: [546, 103, 1353, 170]
- article-body: ಬೇಲೂರು: ಅಂತರರಾಷ್ಟ್ರೀಯ ಮಹಿಳಾ ದಿನಾಚರಣೆ ಅಂಗವಾಗಿ ಕರ್ನಾಟಕ ರಾಜ್ಯ ಸಾವಿತ್ರಿಬಾಯಿ ಫುಲೆ ಶಿಕ್ಷಕಿಯರ ಸಂಘ, ಧಾರವಾಡ ಹಾಗೂ ಬೇಲೂರು ತಾಲ್ಲೂಕು ಘಟಕದ ವತಿಯಿಂದ ಏರ್ಪಡಿಸಿದ್ದ ಕಾರ್ಯಕ್ರಮದಲ್ಲಿ ಸಾವಿತ್ರಿಬಾಯಿ ಫುಲೆ ಸಾಧಕಿಯರ ಪ್ರಶಸ್ತಿ ಪ್ರದಾನ ಸಮಾರಂಭವನ್ನು ಆಯೋಜಿಸಲಾಗಿತ್ತು. ಪಟ್ಟಣದ ಬಸ್ ನಿಲ್ದಾಣದ ಎದುರಿನ ಅಂಬೇಡ್ಕರ್ ಭವನದಲ್ಲಿ ನಡೆದ ಕಾರ್ಯಕ್ರಮವನ್ನು ಉದ್ಘಾಟಿಸಿ ಮಾತನಾಡಿದ ಅವರು, ಮಹಿಳೆಯರು ಶಿಕ್ಷಣ, ರಾಜಕೀಯ, ಸಾಮಾಜಿಕ, ಆರ್ಥಿಕ ಸೇರಿದಂತೆ ಎಲ್ಲಾ ಕ್ಷೇತ್ರಗಳಲ್ಲಿ ಮುಂಚೂಣಿಯಲ್ಲಿದ್ದಾರೆ ಎಂದರು.: [394, 992, 576, 1271]
- article-body: ಕಾರ್ಯಕ್ರಮದ ಅಧ್ಯಕ್ಷತೆಯನ್ನು ಜಿಲ್ಲಾಧಿಕಾರಿಗಳು ವಹಿಸಿದ್ದರು. ಪೂಜಾ ರಘುನಂದನ್ ನಿರ್ದೇಶನದ ನಾಟಕ ಪ್ರೇಕ್ಷಕರ ಮೆಚ್ಚುಗೆಗೆ ಪಾತ್ರವಾಯಿತು.: [394, 1723, 874, 1760]
- chennakeshava-headline: ಶ್ರೀ ಚನ್ನಕೇಶವ ಸ್ವಾಮಿ ದೇವಾಲಯದ ಅನ್ನ ದಾಸೋಹ ಪುನರಾರಂಭ: [995, 793, 1464, 877]
- dattu-caption: ವಿಶ್ವ ಕನ್ನಡ ರಂಗಭೂಮಿಯಲ್ಲಿ ಪ್ರದರ್ಶನಗೊಂಡ ತಾಯಿಯಾಗುವುದೆಂದರೆ ನಾಟಕದ ದೃಶ್ಯ. ದತ್ತು ಪ್ರಕ್ರಿಯೆ ಕುರಿತ ಮಾಹಿತಿ ಹಾಗೂ ಭಾವನಾತ್ಮಕ ಅಂಶಗಳನ್ನು ಈ ನಾಟಕವು ಪರಿಣಾಮಕಾರಿಯಾಗಿ ತೆರೆದಿಟ್ಟಿತು.: [880, 1689, 1117, 1763]
- article-body: ಈಗಾಗಲೇ ಸರ್ಕಾರ ಮಾರ್ಚ್ ಅಂತ್ಯದವರೆಗೆ ರಾಗಿ ಖರೀದಿ ಅವಧಿಯನ್ನು ವಿಸ್ತರಿಸಿದ್ದು, ನೋಂದಣಿಯಾದ ಎಲ್ಲಾ ರೈತರಿಂದ ರಾಗಿ ಖರೀದಿ ಮಾಡಲಾಗುವುದು. ರೈತರು ಆತಂಕಪಡುವ ಅಗತ್ಯವಿಲ್ಲ ಎಂದರು. ಖರೀದಿ ಕೇಂದ್ರದಲ್ಲಿ ಕುಡಿಯುವ ನೀರು, ನೆರಳು ಸೇರಿದಂತೆ ಅಗತ್ಯ ಮೂಲಸೌಕರ್ಯ ಕಲ್ಪಿಸುವಂತೆ ಅಧಿಕಾರಿಗಳಿಗೆ ಸೂಚಿಸಿದರು. ತೂಕದಲ್ಲಿ ಯಾವುದೇ ಮೋಸವಾಗದಂತೆ ಎಚ್ಚರ ವಹಿಸಬೇಕು. ಈ ಸಂದರ್ಭದಲ್ಲಿ ಮಾಜಿ ಶಾಸಕ ಎಚ್.ಎಂ. ವಿಶ್ವನಾಥ್, ಜಿಲ್ಲಾ ಕಾಂಗ್ರೆಸ್ ಮುಖಂಡರು, ಸ್ಥಳೀಯ ಜನಪ್ರತಿನಿಧಿಗಳು, ರೈತ ಮುಖಂಡರು ಹಾಗೂ ಅಧಿಕಾರಿಗಳು ಹಾಜರಿದ್ದರು.: [18, 2197, 384, 2344]
- article-body: ಶಾಸಕರ ಪ್ರಯತ್ನಕ್ಕೆ ಇದೀಗ ಫಲ ಸಿಕ್ಕಿದ್ದು, ಹಳೇಬೀಡಿನಲ್ಲಿ ನೂತನ ವಿದ್ಯುತ್ ಉಪವಿಭಾಗ ಕಚೇರಿ ಆರಂಭಿಸಲು ಸರ್ಕಾರ ಅನುಮೋದನೆ ನೀಡಿದೆ. ಇದರಿಂದ ಹಳೇಬೀಡು ಹಾಗೂ ಸುತ್ತಮುತ್ತಲ ಗ್ರಾಮಗಳ ರೈತರು ಮತ್ತು ಸಾರ್ವಜನಿಕರು ವಿದ್ಯುತ್ ಸಂಬಂಧಿತ ಸಮಸ್ಯೆಗಳಿಗೆ ದೂರದ ಕಚೇರಿಗಳಿಗೆ ಅಲೆಯುವುದು ತಪ್ಪಲಿದೆ. ಕೃಷಿ ಪಂಪ್‌ಸೆಟ್‌ಗಳಿಗೆ ನಿರಂತರ ವಿದ್ಯುತ್ ಪೂರೈಕೆ, ಹೊಸ ಸಂಪರ್ಕ ಹಾಗೂ ದುರಸ್ತಿ ಕಾರ್ಯಗಳು ಶೀಘ್ರವಾಗಿ ನಡೆಯಲಿವೆ ಎಂದು ಅಧಿಕಾರಿಗಳು ತಿಳಿಸಿದ್ದಾರೆ. ನೂತನ ಉಪವಿಭಾಗದ ವ್ಯಾಪ್ತಿಗೆ ಹಲವು ಶಾಖಾ ಕಚೇರಿಗಳು ಸೇರ್ಪಡೆಯಾಗಲಿದ್ದು, ಸಿಬ್ಬಂದಿ ನೇಮಕಾತಿ ಪ್ರಕ್ರಿಯೆಯೂ ಆರಂಭವಾಗಲಿದೆ. ಈ ಸಂದರ್ಭದಲ್ಲಿ ಬೇಲೂರು ಕ್ಷೇತ್ರದ ಶಾಸಕರು ಹಾಗೂ ಜನಪ್ರತಿನಿಧಿಗಳು ಸರ್ಕಾರಕ್ಕೆ ಹಾಗೂ ಇಂಧನ ಸಚಿವರಿಗೆ ಧನ್ಯವಾದ ಸಲ್ಲಿಸಿದರು. ಸ್ಥಳೀಯ ರೈತ ಸಂಘಟನೆಗಳೂ ಈ ನಿರ್ಧಾರವನ್ನು ಸ್ವಾಗತಿಸಿದ್ದು, ಕಚೇರಿಯನ್ನು ಶೀಘ್ರ ಕಾರ್ಯಾರಂಭ ಮಾಡುವಂತೆ ಒತ್ತಾಯಿಸಿದ್ದಾರೆ. ಈ ಭಾಗದ ಜನರ ಬಹುದಿನಗಳ ಬೇಡಿಕೆ ಈಡೇರಿದಂತಾಗಿದೆ ಎಂದು ಸಾರ್ವಜನಿಕರು ಸಂತಸ ವ್ಯಕ್ತಪಡಿಸಿದರು. ಹೊಸ ಉಪವಿಭಾಗ ಕಚೇರಿಗೆ ಸೂಕ್ತ ಕಟ್ಟಡ ಗುರುತಿಸುವ ಕಾರ್ಯವೂ ನಡೆಯುತ್ತಿದ್ದು, ಶೀಘ್ರದಲ್ಲೇ ಸೇವೆ ಆರಂಭಗೊಳ್ಳಲಿದೆ ಎಂದು ಮೂಲಗಳು ತಿಳಿಸಿವೆ. ಇದರಿಂದ ವಿದ್ಯುತ್ ಬಿಲ್ ಪಾವತಿ, ಮೀಟರ್ ಬದಲಾವಣೆ ಸೇರಿದಂತೆ ಹಲವು ಸೇವೆಗಳು ಸ್ಥಳೀಯವಾಗಿಯೇ ದೊರೆಯಲಿವೆ. ಕಚೇರಿ ಆರಂಭದಿಂದ ವಿದ್ಯುತ್ ವ್ಯತ್ಯಯ ಸಮಸ್ಯೆಗೂ ಪರಿಹಾರ ಸಿಗಲಿದೆ ಎಂಬ ನಿರೀಕ್ಷೆ ಇದೆ.: [18, 1082, 384, 1406]
- ragi-right-story: [1139, 314, 1506, 430]
- article-body: ಹಾಸನ: ಮಗುವಿಲ್ಲದ ದಂಪತಿಗಳು ಮತ್ತು ಕುಟುಂಬಗಳಿಗೆ ದತ್ತು ಸ್ವೀಕಾರ ಕುರಿತು ಸರಿಯಾದ ಮಾಹಿತಿ ನೀಡುವ ನಿಟ್ಟಿನಲ್ಲಿ ಜಿಲ್ಲಾ ಮಕ್ಕಳ ರಕ್ಷಣಾ ಘಟಕ ಹಾಗೂ ಮಹಿಳಾ ಮತ್ತು ಮಕ್ಕಳ ಅಭಿವೃದ್ಧಿ ಇಲಾಖೆ ವತಿಯಿಂದ ದತ್ತು ಸ್ವೀಕಾರ ಮಾಹಿತಿ ಕಾರ್ಯಾಗಾರ ಹಾಗೂ ತಾಯಿಯಾಗುವುದೆಂದರೆ ನಾಟಕ ಪ್ರದರ್ಶನ ಹಮ್ಮಿಕೊಳ್ಳಲಾಗಿತ್ತು. ನಗರದ ಕಲಾಭವನದಲ್ಲಿ ನಡೆದ ಕಾರ್ಯಕ್ರಮವನ್ನು ಉದ್ಘಾಟಿಸಿ ಮಾತನಾಡಿದ ಅಧಿಕಾರಿಗಳು, ಕಾನೂನುಬದ್ಧವಾಗಿ ದತ್ತು ಸ್ವೀಕಾರ ಮಾಡುವುದರಿಂದ ಮಗುವಿನ ಭವಿಷ್ಯ ಸುರಕ್ಷಿತವಾಗಿರುತ್ತದೆ. ಕಾನೂನುಬಾಹಿರವಾಗಿ ಮಕ್ಕಳನ್ನು ದತ್ತು ಪಡೆಯುವುದು ಅಪರಾಧವಾಗಿದೆ ಎಂದು ತಿಳಿಸಿದರು. ಜಿಲ್ಲಾಧಿಕಾರಿ, ಮಹಿಳಾ ಮತ್ತು ಮಕ್ಕಳ ಅಭಿವೃದ್ಧಿ ಇಲಾಖೆ ಹಾಗೂ ಜಿಲ್ಲಾ ಮಕ್ಕಳ ರಕ್ಷಣಾ ಘಟಕದ ಅಧಿಕಾರಿಗಳು ಉಪಸ್ಥಿತರಿದ್ದರು.: [394, 1539, 874, 1687]
- article-body: ಮತ್ತು ಸಾಧನೆಯನ್ನು ತೋರಿಸುತ್ತದೆ, ಇಂತಹ ಕಾರ್ಯಕ್ರಮಗಳು ಮಹಿಳೆಯರ ಸಾಧನೆಯನ್ನು ಗುರುತಿಸುವಲ್ಲಿ ಸಹಕಾರಿ ಎಂದರು. ಜ್ಯೋತಿಬಾಯಿ ಫುಲೆ ಸಂಘದ ತಾಲ್ಲೂಕು ಅಧ್ಯಕ್ಷೆ ಸುಧಾ ಹೆಚ್.ಬಿ ಮಾತನಾಡಿ, ಸಮಾಜದಲ್ಲಿ ಮಹಿಳೆಯರಿಗೆ ಸಮಾನ ಅವಕಾಶ ನೀಡಬೇಕು. ಮಹಿಳೆಯರು ಆತ್ಮವಿಶ್ವಾಸದಿಂದ ಮುಂದೆ ಬರಬೇಕು ಎಂದು ಕರೆ ನೀಡಿದರು. ಕಾರ್ಯಕ್ರಮದಲ್ಲಿ ಸಂಘದ ಪದಾಧಿಕಾರಿಗಳು, ಶಿಕ್ಷಕಿಯರು ಹಾಗೂ ಗಣ್ಯರು ಉಪಸ್ಥಿತರಿದ್ದರು. ಮಹಿಳೆಯರ ಆತ್ಮಸ್ಥೈರ್ಯ ಹೆಚ್ಚಿಸುವ ನಿಟ್ಟಿನಲ್ಲಿ ಇಂತಹ ಕಾರ್ಯಕ್ರಮಗಳು ಮುಂದುವರಿಯಬೇಕು ಎಂದರು.: [771, 850, 938, 1174]
- article-body: ಸಮಸ್ಯೆ ಸಂಪರ್ಕಿಸಲಾಗಿದೆ ಮುಂದೆ ನಿರಂತರವಾಗಿ ದಾಸೋಹ ನಿಲ್ಲದ ವ್ಯವಸ್ಥೆ ಮಾಡಲಾಗಿದೆ. ಜಾತ್ರಾ ಸಮಯ ಹತ್ತಿರದಲ್ಲಿರುವುದರಿಂದ ಎಲ್ಲಾ ಸಮಸ್ಯೆ ಬಗೆಹರಿಸಲಾಗುವುದು ಎಂದರು. ಇಂದಿನಿಂದ 20 ಸಿಲಿಂಡರ್ ಗಳನ್ನು ತರಿಸಿಕೊಂಡು ದಾಸೋಹ ಭವನಕ್ಕೆ ಕಲ್ಪಿಸಲಾಗಿದೆ. ವಿಶ್ವ ವಿಖ್ಯಾತ ಶ್ರೀ ಚನ್ನಕೇಶವಸ್ವಾಮಿ ದೇವಾಲಯದಲ್ಲಿ ದಾಸೋಹ ವ್ಯವಸ್ಥೆ ತಾತ್ಕಾಲಿಕವಾಗಿ ಸ್ಥಗಿತವಾದ ವಿಷಯ ಸಮಸ್ಯೆ ಗಮನಕ್ಕೆ ಬಂದ ತಕ್ಷಣವೇ ಸಂಬಂಧಪಟ್ಟ ಅಧಿಕಾರಿಗಳೊಂದಿಗೆ ಚರ್ಚೆ ನಡೆಸಲಾಯಿತು. ಪ್ರವಾಸಿಗರು ಹಾಗೂ ಭಕ್ತರಿಗೆ ತೊಂದರೆಯಾಗದಂತೆ ಎಚ್ಚರ ವಹಿಸಲಾಗುವುದು ಎಂದು ತಿಳಿಸಿದರು.: [1318, 911, 1506, 1190]
- farmer-quote: ನಾವು ಬ್ಯಾರನ್ ಗಳಲ್ಲಿ ಸಾಲ ಮಾಡಿ ಹಣ ಹೂಡಿ ತಂಬಾಕು ಬೆಳೆಯುತ್ತೇವೆ. ಆದರೆ ಉತ್ತಮ ಬೆಲೆ ಸಿಗದೆ ಸಾಲದ ಸುಳಿಯಲ್ಲಿ ಸಿಲುಕಿದ್ದೇವೆ. ಕೂಡಲೇ ಸರ್ಕಾರ ಮಧ್ಯ ಪ್ರವೇಶಿಸಿ ನ್ಯಾಯ ಒದಗಿಸಬೇಕು. - ಅಭಿಷೇಕ್, ತಂಬಾಕು ಬೆಳೆಗಾರರು.: [570, 414, 770, 725]
- dattu-story: ● ಭೀಮ ವಿಜಯ ನ್ಯೂಸ್ ಹಾಸನ: ಮಗುವಿಲ್ಲದ ದಂಪತಿಗಳು ಮತ್ತು ಕುಟುಂಬಗಳಿಗೆ ದತ್ತು ಸ್ವೀಕಾರ ಕುರಿತು ಸರಿಯಾದ ಮಾಹಿತಿ ನೀಡುವ ನಿಟ್ಟಿನಲ್ಲಿ ಜಿಲ್ಲಾ ಮಕ್ಕಳ ರಕ್ಷಣಾ ಘಟಕ ಹಾಗೂ ಮಹಿಳಾ ಮತ್ತು ಮಕ್ಕಳ ಅಭಿವೃದ್ಧಿ ಇಲಾಖೆ ವತಿಯಿಂದ ದತ್ತು ಸ್ವೀಕಾರ ಮಾಹಿತಿ ಕಾರ್ಯಾಗಾರ ಹಾಗೂ ತಾಯಿಯಾಗುವುದೆಂದರೆ ನಾಟಕ ಪ್ರದರ್ಶನ ಹಮ್ಮಿಕೊಳ್ಳಲಾಗಿತ್ತು. ನಗರದ ಕಲಾಭವನದಲ್ಲಿ ನಡೆದ ಕಾರ್ಯಕ್ರಮವನ್ನು ಉದ್ಘಾಟಿಸಿ ಮಾತನಾಡಿದ ಅಧಿಕಾರಿಗಳು, ಕಾನೂನುಬದ್ಧವಾಗಿ ದತ್ತು ಸ್ವೀಕಾರ ಮಾಡುವುದರಿಂದ ಮಗುವಿನ ಭವಿಷ್ಯ ಸುರಕ್ಷಿತವಾಗಿರುತ್ತದೆ. ಕಾನೂನುಬಾಹಿರವಾಗಿ ಮಕ್ಕಳನ್ನು ದತ್ತು ಪಡೆಯುವುದು ಅಪರಾಧವಾಗಿದೆ ಎಂದು ತಿಳಿಸಿದರು. ಜಿಲ್ಲಾಧಿಕಾರಿ, ಮಹಿಳಾ ಮತ್ತು ಮಕ್ಕಳ ಅಭಿವೃದ್ಧಿ ಇಲಾಖೆ ಹಾಗೂ ಜಿಲ್ಲಾ ಮಕ್ಕಳ ರಕ್ಷಣಾ ಘಟಕದ ಅಧಿಕಾರಿಗಳು ಉಪಸ್ಥಿತರಿದ್ದರು.: [394, 1515, 874, 1715]
- newspaper-title: ಭೀಮ ವಿಜಯ: [626, 5, 942, 82]
- chennakeshava-photo: [954, 907, 1310, 1059]
- article-body: ಸಂಸದ ಶ್ರೇಯಸ್ ಪಟೇಲ್ ಅವರಿಗೆ ಮನವಿ ಸಲ್ಲಿಸಿದ ರೈತ ಮುಖಂಡರು, ಮಂಡಳಿಯ ದಿನಗಳಲ್ಲಿ ತಂಬಾಕು ಉತ್ಪನ್ನ ಗಳಿಗೆ ಉತ್ತಮ ಬೆಲೆ ಸಿಗುವಂತೆ ಕ್ರಮ ವಹಿಸಬೇಕು. ಈ ಸಂದರ್ಭದಲ್ಲಿ ಅರಕಲಗೂಡು ತಾಲ್ಲೂಕಿನ ಜನಪ್ರತಿನಿಧಿಗಳು ಹಾಗೂ ಮಂಡಳಿಯ ಅಧಿಕಾರಿ ಶ್ರೀಧರ್ ಗೌಡ ಉಪಸ್ಥಿತರಿದ್ದರು.: [952, 563, 1122, 711]
- ragi-left-story: 1ನೇ ಪುಟದಿಂದ .... ಈಗಾಗಲೇ ಸರ್ಕಾರ ಮಾರ್ಚ್ ಅಂತ್ಯದವರೆಗೆ ರಾಗಿ ಖರೀದಿ ಅವಧಿಯನ್ನು ವಿಸ್ತರಿಸಿದ್ದು, ನೋಂದಣಿಯಾದ ಎಲ್ಲಾ ರೈತರಿಂದ ರಾಗಿ ಖರೀದಿ ಮಾಡಲಾಗುವುದು. ರೈತರು ಆತಂಕಪಡುವ ಅಗತ್ಯವಿಲ್ಲ ಎಂದರು. ಖರೀದಿ ಕೇಂದ್ರದಲ್ಲಿ ಕುಡಿಯುವ ನೀರು, ನೆರಳು ಸೇರಿದಂತೆ ಅಗತ್ಯ ಮೂಲಸೌಕರ್ಯ ಕಲ್ಪಿಸುವಂತೆ ಅಧಿಕಾರಿಗಳಿಗೆ ಸೂಚಿಸಿದರು. ತೂಕದಲ್ಲಿ ಯಾವುದೇ ಮೋಸವಾಗದಂತೆ ಎಚ್ಚರ ವಹಿಸಬೇಕು. ಈ ಸಂದರ್ಭದಲ್ಲಿ ಮಾಜಿ ಶಾಸಕ ಎಚ್.ಎಂ. ವಿಶ್ವನಾಥ್, ಜಿಲ್ಲಾ ಕಾಂಗ್ರೆಸ್ ಮುಖಂಡರು, ಸ್ಥಳೀಯ ಜನಪ್ರತಿನಿಧಿಗಳು, ರೈತ ಮುಖಂಡರು ಹಾಗೂ ಅಧಿಕಾರಿಗಳು ಹಾಜರಿದ್ದರು.: [18, 2178, 384, 2405]
- yuvakara-headline-box: ಯುವಕರ ಪುಂಡಾಟ ಮೂರು ಬೈಕ್ ಜಖಂ: [18, 509, 384, 653]
- yuvakara-story: 1ನೇ ಪುಟದಿಂದ .... ಅ ಘಟನೆಯ ವೇಳೆ ಸ್ಥಳದಲ್ಲಿದ್ದ ಸಾರ್ವಜನಿಕರು ಆಟೋವನ್ನು ತಡೆದು ಯುವಕರನ್ನು ಹಿಡಿದು ಬುದ್ಧಿವಾದ ಹೇಳಿದರು. ಬಳಿಕ ಪಕ್ಕದ ಗಂಧದ ಕೋಠಿ ಬಳಿ ಬೈಕುಗಳನ್ನು ಬಿಟ್ಟು ಪರಾರಿಯಾಗಿದ್ದು, ಬಳಿಕ ಸ್ಥಳೀಯರು ಯುವಕರನ್ನು ಪೊಲೀಸರಿಗೆ ಒಪ್ಪಿಸಿದರು. ಯುವಕರು ಮದ್ಯಪಾನ ಅಥವಾ ಗಾಂಜಾ ಸೇವಿಸಿ ಈ ರೀತಿ ವರ್ತಿಸಿದ್ದಾರೆ ಎಂದು ಸ್ಥಳೀಯರು ಆರೋಪಿಸಿದ್ದಾರೆ. ಈ ಸಂಬಂಧ ಪೊಲೀಸರು ಪ್ರಕರಣ ದಾಖಲಿಸಿಕೊಂಡು ಹೆಚ್ಚಿನ ತನಿಖೆ ನಡೆಸುತ್ತಿದ್ದಾರೆ. ಆಟೋ ನಿಲ್ದಾಣದ ಸಮೀಪದಲ್ಲಿ ನಡೆದ ಈ ಘಟನೆಯಿಂದ ಕೆಲ ಹೊತ್ತು ಆತಂಕದ ವಾತಾವರಣ ನಿರ್ಮಾಣವಾಗಿದ್ದು, ಇಂತಹ ಘಟನೆಗಳು ಮರುಕಳಿಸದಂತೆ ಪೊಲೀಸರು ಕಟ್ಟುನಿಟ್ಟಿನ ಕ್ರಮ ಕೈಗೊಳ್ಳಬೇಕು ಎಂದು ಸ್ಥಳೀಯರು ಆಗ್ರಹಿಸಿದ್ದಾರೆ.: [18, 661, 384, 933]
- tambaku-col4: [952, 560, 1122, 778]
- aluru-story: 1ನೇ ಪುಟದಿಂದ .... ಮತ್ತೊಂದು ಪ್ರಕರಣದಲ್ಲಿ ತಾಲೂಕಿನ ಸಂದ ನಾಕಲಗೂಡು ಗ್ರಾಮದಲ್ಲಿ ಸರ್ಕಾರಿ ಫಾರೆಸ್ಟ್ ಒಂದಕ್ಕೆ ಬೆಂಕಿ ತಗುಲಿದ್ದು ಸುಮಾರು ಎಕರೆಯಷ್ಟು ಪ್ರದೇಶ ಸುಟ್ಟು ಕರಕಲಾಗಿದೆ. ಅಗ್ನಿಶಾಮಕ ಸಿಬ್ಬಂದಿ ಸ್ಥಳಕ್ಕೆ ಆಗಮಿಸಿ ಬೆಂಕಿ ನಂದಿಸುವಲ್ಲಿ ಯಶಸ್ವಿಯಾದರು. ಎರಡೂ ಘಟನೆಗಳಲ್ಲಿ ಯಾವುದೇ ಪ್ರಾಣಹಾನಿ ಸಂಭವಿಸಿಲ್ಲ. ಬೇಸಿಗೆಯ ಬಿಸಿಲಿನ ತಾಪ ಹೆಚ್ಚಿರುವುದರಿಂದ ಅರಣ್ಯ ಪ್ರದೇಶಗಳಲ್ಲಿ ಎಚ್ಚರಿಕೆ ವಹಿಸುವಂತೆ ಅಧಿಕಾರಿಗಳು ಸೂಚಿಸಿದ್ದಾರೆ. ಎರಡು ಬೆಂಕಿ ಅವಗಡಗಳು ಒಂದೇ ದಿನ ನಡೆದಿದ್ದು ತಾಲೂಕಿನಲ್ಲಿ ಆತಂಕ ಮೂಡಿಸಿದೆ.: [18, 1765, 384, 2053]
- vidyarthi-headline-box: ವಿದ್ಯಾರ್ಥಿಗಳಿಗೆ ಶಿಕ್ಷಣದ ಜೊತೆ ಹಲವು ಸೌಲಭ್ಯ ಒದಗಿಸಲು ಕ್ರಮ: [954, 1818, 1506, 1922]
- article-body: ಅರಕಲಗೂಡು: ತಾಲ್ಲೂಕಿನ ರಾಮನಾಥಪುರದಲ್ಲಿರುವ ತಂಬಾಕು ಮಂಡಳಿಗೆ ಹಾಸನ ಲೋಕಸಭಾ ಕ್ಷೇತ್ರದ ಸಂಸದ ಶ್ರೇಯಸ್ ಪಟೇಲ್ ಅವರು ಭೇಟಿ ನೀಡಿ, ಬೆಳೆಗಾರರ ಸಮಸ್ಯೆಗಳನ್ನು ಆಲಿಸಿದರು. ಮಾರುಕಟ್ಟೆಯಲ್ಲಿ ತಂಬಾಕು ಹರಾಜು ಪ್ರಕ್ರಿಯೆಯನ್ನು ವೀಕ್ಷಿಸಿದ ಅವರು, ತಂಬಾಕು ಮಂಡಳಿ ಅಧಿಕಾರಿಗಳು ಹಾಗೂ ವರ್ತಕರೊಂದಿಗೆ ಚರ್ಚೆ ನಡೆಸಿದರು. ನಂತರ ಮಾತನಾಡಿದ ಅವರು, ಬೆಳೆಗಾರರಿಗೆ ಉತ್ತಮ ಬೆಲೆ ದೊರೆಯುವಂತೆ ಕ್ರಮ ವಹಿಸಲಾಗುವುದು. ಬ್ಯಾರನ್ ಲೈಸೆನ್ಸ್ ಹಾಗೂ ಸಾಲ ಸೌಲಭ್ಯಗಳ ಕುರಿತು ಕೇಂದ್ರ ಸರ್ಕಾರದ ಗಮನ ಸೆಳೆಯಲಾಗುವುದು ಎಂದರು.: [394, 219, 563, 543]
- savitribai-col3: [771, 847, 938, 1429]
- dattu-drama-photo: [880, 1515, 1117, 1683]
- chennakeshava-col2: [1134, 1064, 1310, 1429]
- article-body: ಬೇಲೂರು: ವಿಶ್ವ ವಿಖ್ಯಾತ ಶ್ರೀ ಚನ್ನಕೇಶವ ಸ್ವಾಮಿ ದೇವಾಲಯದ ದಾಸೋಹ ಭವನದಲ್ಲಿ ಕಳೆದ ಕೆಲವು ದಿನಗಳಿಂದ ಸಮಸ್ಯೆಯಿಂದಾಗಿ ಸ್ಥಗಿತಗೊಂಡಿದ್ದ ಅನ್ನ ದಾಸೋಹ ಮತ್ತೆ ಪುನರಾರಂಭಗೊಂಡಿದೆ. ಸಿಲಿಂಡರ್ ಕೊರತೆಯಿಂದ ಭಕ್ತರಿಗೆ ಪ್ರಸಾದ ವ್ಯವಸ್ಥೆ ಸ್ಥಗಿತಗೊಂಡಿತ್ತು. ಈ ಕುರಿತು ಮಾಧ್ಯಮಗಳಲ್ಲಿ ವರದಿ ಪ್ರಕಟವಾದ ಬಳಿಕ ದೇವಾಲಯದ ಆಡಳಿತ ಮಂಡಳಿ ಎಚ್ಚೆತ್ತುಕೊಂಡು ವ್ಯವಸ್ಥೆ ಕಲ್ಪಿಸಿದೆ.: [954, 1088, 1126, 1302]
- mp-quote: “ ರೈತರೊಂದಿಗೆ ಮಾತನಾಡಿ ಸಮಸ್ಯೆ ಆಲಿಸಲಾಗಿದೆ. ತಂಬಾಕು ಮಂಡಳಿ ಅಧಿಕಾರಿಗಳೊಂದಿಗೆ ಚರ್ಚೆ ನಡೆಸಿ ಬೆಲೆ ಕುಸಿತ ತಡೆಗಟ್ಟಲು ಸೂಚಿಸಲಾಗಿದೆ. ರೈತರಿಗೆ ಯಾವುದೇ ಅನ್ಯಾಯವಾಗದಂತೆ ಕ್ರಮ ಕೈಗೊಳ್ಳಲಾಗುವುದು ಎಂದು ತಿಳಿಸಿದರು.: [776, 414, 1122, 552]
- aluru-headline-box: ಆಲೂರು ತಾಲೂಕಿನ ಎರಡು ಕಡೆಗಳಲ್ಲಿ ಅಗ್ನಿ ಅವಘಡ: [18, 1647, 384, 1759]
- anganwadi-headline: ಅಂಗನವಾಡಿ ನೌಕರರ ಸಮಸ್ಯೆ ಚರ್ಚೆ ಮಾಡುವಂತೆ ಮನವಿ: [50, 96, 352, 160]
- tambaku-col1: ● ಭೀಮ ವಿಜಯ ನ್ಯೂಸ್ ಅರಕಲಗೂಡು: ತಾಲ್ಲೂಕಿನ ರಾಮನಾಥಪುರದಲ್ಲಿರುವ ತಂಬಾಕು ಮಂಡಳಿಗೆ ಹಾಸನ ಲೋಕಸಭಾ ಕ್ಷೇತ್ರದ ಸಂಸದ ಶ್ರೇಯಸ್ ಪಟೇಲ್ ಅವರು ಭೇಟಿ ನೀಡಿ, ಬೆಳೆಗಾರರ ಸಮಸ್ಯೆಗಳನ್ನು ಆಲಿಸಿದರು. ಮಾರುಕಟ್ಟೆಯಲ್ಲಿ ತಂಬಾಕು ಹರಾಜು ಪ್ರಕ್ರಿಯೆಯನ್ನು ವೀಕ್ಷಿಸಿದ ಅವರು, ತಂಬಾಕು ಮಂಡಳಿ ಅಧಿಕಾರಿಗಳು ಹಾಗೂ ವರ್ತಕರೊಂದಿಗೆ ಚರ್ಚೆ ನಡೆಸಿದರು. ನಂತರ ಮಾತನಾಡಿದ ಅವರು, ಬೆಳೆಗಾರರಿಗೆ ಉತ್ತಮ ಬೆಲೆ ದೊರೆಯುವಂತೆ ಕ್ರಮ ವಹಿಸಲಾಗುವುದು. ಬ್ಯಾರನ್ ಲೈಸೆನ್ಸ್ ಹಾಗೂ ಸಾಲ ಸೌಲಭ್ಯಗಳ ಕುರಿತು ಕೇಂದ್ರ ಸರ್ಕಾರದ ಗಮನ ಸೆಳೆಯಲಾಗುವುದು ಎಂದರು.: [394, 195, 563, 775]
- quote-icon: “: [787, 424, 821, 458]
- tambaku-photo: [570, 195, 1122, 408]
- page-number: 02: [1438, 21, 1490, 64]
- dattu-story-2: [394, 1720, 874, 1800]
- savitribai-headline-box: ಸಾವಿತ್ರಿಬಾಯಿ ಫುಲೆ ಸಾಧಕಿಯರ ಪ್ರಶಸ್ತಿ ಸಮಾರಂಭ: [394, 792, 938, 842]
- chennakeshava-col3: [1318, 907, 1506, 1429]
- tambaku-col3: [776, 560, 944, 778]
- ragi-right-headline-box: ರಾಗಿ ಕೇಂದ್ರಕ್ಕೆ ಸಂಸದ ಶ್ರೇಯಸ್ ಪಟೇಲ್ ಭೇಟಿ: [1139, 202, 1506, 307]
- masthead: [0, 0, 1512, 93]
- article-body: ಹಾಸನ: ಅಂಗನವಾಡಿ ನೌಕರರ ವಿವಿಧ ಸಮಸ್ಯೆಗಳ ಕುರಿತು ಚರ್ಚೆ ನಡೆಸುವಂತೆ ಒತ್ತಾಯಿಸಿ ಅಖಿಲ ಭಾರತ ಅಂಗನವಾಡಿ ನೌಕರರ ಸಂಘದ ಹಾಸನ ತಾಲ್ಲೂಕು ಸಮಿತಿ ವತಿಯಿಂದ ಹಾಸನ ವಿಧಾನಸಭಾ ಕ್ಷೇತ್ರದ ಶಾಸಕ ಸ್ವರೂಪ್ ಪ್ರಕಾಶ್ ಅವರಿಗೆ ಮನವಿ ಸಲ್ಲಿಸಲಾಯಿತು. ಮಾನವ ಪತ್ರವಲ್ಲಿ ಸಮಗ್ರ ಶಿಶು ಅಭಿವೃದ್ಧಿ ಯೋಜನೆ (ಐಸಿಡಿಎಸ್) ಆರಂಭವಾಗಿ 50 ವರ್ಷಗಳಾಗಿದ್ದು, 6 ವರ್ಷದೊಳಗಿನ ಮಕ್ಕಳ ಪೋಷಣೆ, ಆರೋಗ್ಯ ಹಾಗೂ ಪೂರ್ವ ಪ್ರಾಥಮಿಕ ಶಿಕ್ಷಣವನ್ನು ಅಂಗನವಾಡಿ ಕೇಂದ್ರಗಳ ಮೂಲಕ ಕಾರ್ಯಕರ್ತೆಯರು ಮತ್ತು ಸಹಾಯಕಿಯರು ಪರಿಣಾಮಕಾರಿಯಾಗಿ ಜಾರಿಗೆ ತರುತ್ತಿದ್ದಾರೆ ಎಂದು ತಿಳಿಸಲಾಯಿತು. ಸುಪ್ರೀಂ ಕೋರ್ಟ್ ಹಾಗೂ ಗುಜರಾತ್ ಹೈಕೋರ್ಟ್ ತೀರ್ಪುಗಳ ಪ್ರಕಾರ ಅಂಗನವಾಡಿ ನೌಕರರನ್ನು 3 ಮತ್ತು 4ನೇ ದರ್ಜೆ ನೌಕರರಾಗಿ ಪರಿಗಣಿಸಬೇಕು. ರಾಜ್ಯ ಮತ್ತು ಕೇಂದ್ರ ಸರ್ಕಾರಗಳು ಕ್ರಮ ಕೈಗೊಳ್ಳಬೇಕೆಂದು ಒತ್ತಾಯಿಸಲಾಗಿದೆ. ರಾಜ್ಯ ಬಜೆಟ್‌ನಲ್ಲಿ ಎಲ್‌ಕೆಜಿ-ಯುಕೆಜಿ ಆರಂಭಿಸುವ ಮೂಲಕ ಅಂಗನವಾಡಿ ಕೇಂದ್ರಗಳಲ್ಲಿರುವ ಮಕ್ಕಳನ್ನು ಸ್ಥಳಾಂತರಿಸುವ ಪ್ರಯತ್ನಗಳ ನಡೆಯುತ್ತಿದ್ದು, ಇದರಿಂದ ಐಸಿಡಿಎಸ್ ಯೋಜನೆ ದುರ್ಬಲಗೊಳ್ಳುವ ಆತಂಕವಿದೆ ಎಂದು ಮನವಿಯಲ್ಲಿ ತಿಳಿಸಿದ್ದಾರೆ.: [18, 194, 384, 451]
